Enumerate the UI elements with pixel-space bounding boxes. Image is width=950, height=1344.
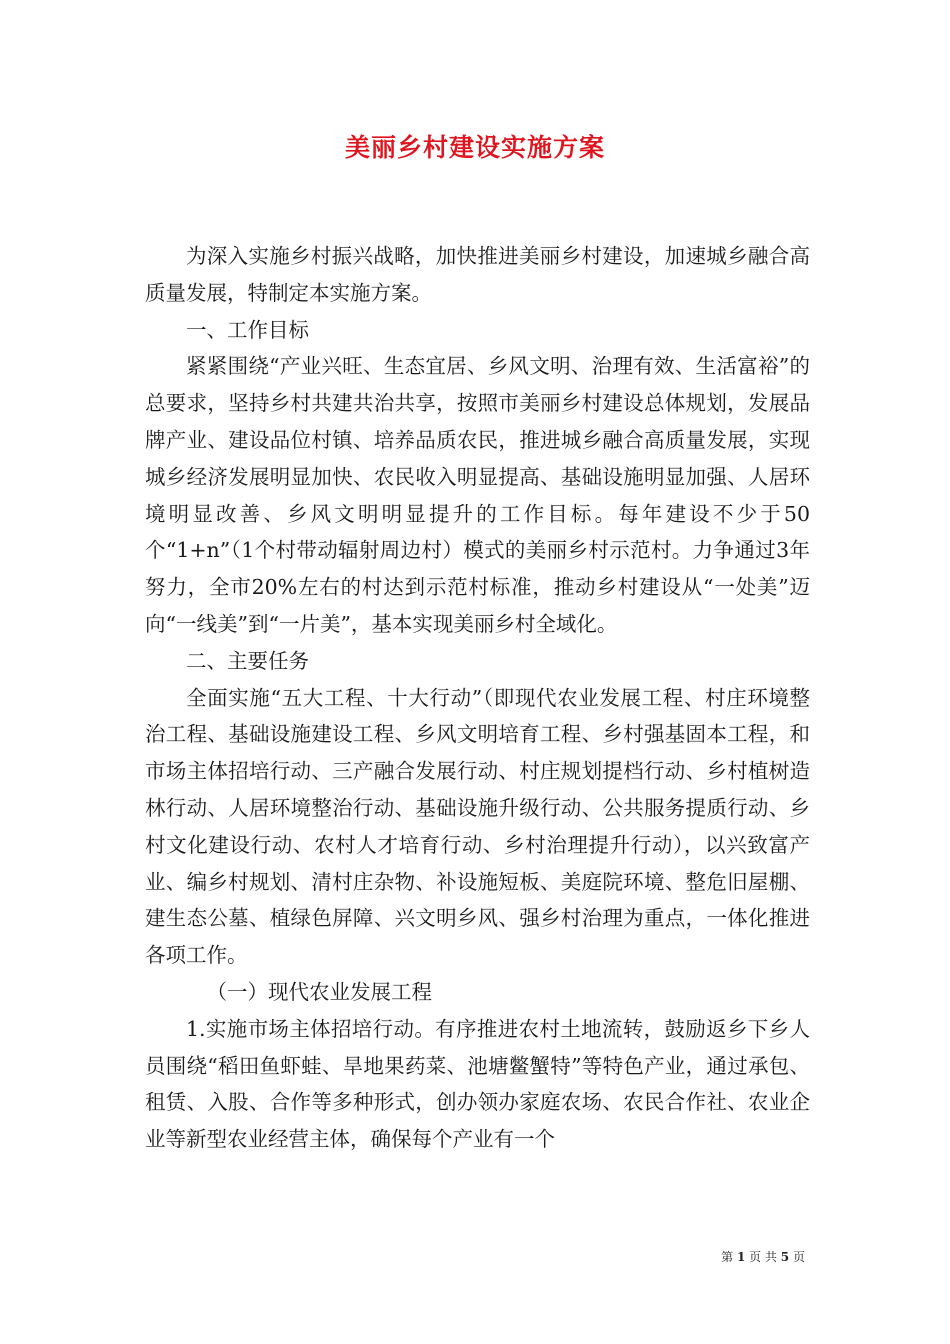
paragraph-tasks: 全面实施“五大工程、十大行动”（即现代农业发展工程、村庄环境整治工程、基础设施建设工程、乡风文明培育工程、乡村强基固本工程，和市场主体招培行动、三产融合发展行动、村庄规划提档行动、乡村植树造林行动、人居环境整治行动、基础设施升级行动、公共服务提质行动、乡村文化建设行动、农村人才培育行动、乡村治理提升行动），以兴致富产业、编乡村规划、清村庄杂物、补设施短板、美庭院环境、整危旧屋棚、建生态公墓、植绿色屏障、兴文明乡风、强乡村治理为重点，一体化推进各项工作。 — [145, 685, 810, 968]
section-heading-tasks: 二、主要任务 — [186, 648, 309, 673]
section-heading-goals: 一、工作目标 — [186, 317, 309, 342]
document-body — [145, 238, 810, 1158]
footer-current-page: 1 — [736, 1250, 746, 1264]
subsection-heading-agriculture: （一）现代农业发展工程 — [206, 979, 432, 1004]
footer-prefix: 第 — [721, 1250, 734, 1264]
footer-middle: 页 共 — [749, 1250, 777, 1264]
footer-suffix: 页 — [792, 1250, 805, 1264]
paragraph-intro: 为深入实施乡村振兴战略，加快推进美丽乡村建设，加速城乡融合高质量发展，特制定本实施方案。 — [145, 244, 810, 305]
paragraph-goals: 紧紧围绕“产业兴旺、生态宜居、乡风文明、治理有效、生活富裕”的总要求，坚持乡村共建共治共享，按照市美丽乡村建设总体规划，发展品牌产业、建设品位村镇、培养品质农民，推进城乡融合高质量发展，实现城乡经济发展明显加快、农民收入明显提高、基础设施明显加强、人居环境明显改善、乡风文明明显提升的工作目标。每年建设不少于50个“1+n”（1个村带动辐射周边村）模式的美丽乡村示范村。力争通过3年努力，全市20%左右的村达到示范村标准，推动乡村建设从“一处美”迈向“一线美”到“一片美”，基本实现美丽乡村全域化。 — [145, 354, 810, 636]
footer-total-pages: 5 — [780, 1250, 790, 1264]
paragraph-item-1: 1.实施市场主体招培行动。有序推进农村土地流转，鼓励返乡下乡人员围绕“稻田鱼虾蛙、旱地果药菜、池塘鳖蟹特”等特色产业，通过承包、租赁、入股、合作等多种形式，创办领办家庭农场、农民合作社、农业企业等新型农业经营主体，确保每个产业有一个 — [145, 1016, 810, 1152]
page-number-footer — [0, 1248, 805, 1265]
page-title: 美丽乡村建设实施方案 — [344, 133, 605, 162]
